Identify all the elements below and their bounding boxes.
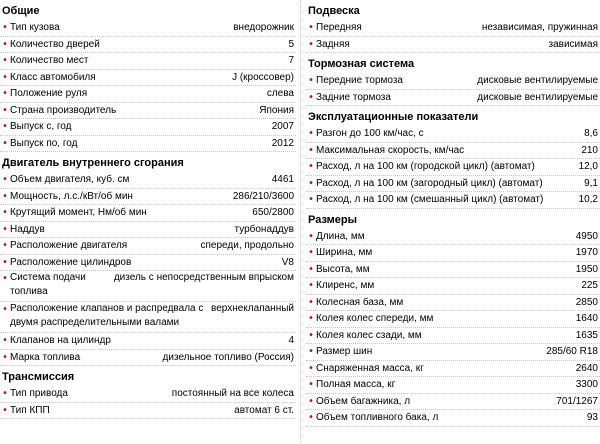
bullet-icon: • [309, 38, 313, 50]
spec-label: Положение руля [10, 88, 88, 99]
spec-row [0, 119, 296, 136]
spec-value: 225 [581, 280, 598, 291]
spec-row [306, 377, 600, 394]
spec-row [0, 403, 296, 420]
spec-label: Расположение цилиндров [10, 256, 132, 268]
spec-row [0, 302, 296, 333]
spec-value: дизель с непосредственным впрыском [113, 272, 294, 283]
spec-value: 285/60 R18 [546, 346, 598, 357]
spec-value: 5 [288, 38, 294, 50]
spec-row [0, 20, 296, 37]
spec-label: Задняя [316, 38, 350, 50]
spec-value: автомат 6 ст. [234, 404, 294, 416]
spec-value: слева [266, 88, 294, 99]
spec-label: Количество дверей [10, 38, 100, 50]
bullet-icon: • [309, 144, 313, 156]
spec-label: Тип кузова [10, 22, 60, 33]
bullet-icon: • [3, 256, 7, 268]
bullet-icon: • [3, 335, 7, 346]
bullet-icon: • [309, 177, 313, 189]
spec-row [306, 192, 600, 209]
spec-value: 8,6 [584, 128, 598, 139]
spec-row [306, 361, 600, 378]
spec-row [306, 176, 600, 193]
spec-value: 4 [288, 335, 294, 346]
spec-label: Крутящий момент, Нм/об мин [10, 207, 147, 218]
section-title: Общие [2, 5, 40, 17]
spec-value: 93 [586, 412, 598, 423]
bullet-icon: • [3, 351, 7, 363]
spec-label: Разгон до 100 км/час, с [316, 128, 424, 139]
spec-row [0, 53, 296, 70]
spec-value: зависимая [548, 38, 598, 50]
bullet-icon: • [309, 296, 313, 308]
spec-row [306, 20, 600, 37]
spec-label: Колея колес сзади, мм [316, 329, 422, 341]
spec-label: Наддув [10, 223, 45, 235]
spec-row [306, 126, 600, 143]
spec-row [0, 70, 296, 87]
spec-row [0, 255, 296, 272]
spec-value: 1635 [575, 329, 598, 341]
spec-value: 286/210/3600 [232, 190, 294, 202]
spec-label: Марка топлива [10, 351, 81, 363]
right-column [306, 0, 600, 427]
spec-label: Передняя [316, 22, 362, 33]
spec-row [0, 222, 296, 239]
spec-row [306, 328, 600, 345]
spec-row [0, 238, 296, 255]
bullet-icon: • [309, 329, 313, 341]
spec-value: дисковые вентилируемые [477, 91, 598, 103]
bullet-icon: • [3, 304, 7, 315]
spec-value: 12,0 [578, 161, 598, 172]
bullet-icon: • [309, 379, 313, 390]
spec-value: 650/2800 [252, 207, 294, 218]
bullet-icon: • [3, 404, 7, 416]
spec-value: турбонаддув [234, 223, 294, 235]
spec-row [306, 159, 600, 176]
bullet-icon: • [3, 88, 7, 99]
spec-value: дисковые вентилируемые [477, 75, 598, 86]
spec-label: Длина, мм [316, 230, 365, 242]
spec-row [306, 344, 600, 361]
spec-label: Выпуск по, год [10, 137, 78, 149]
bullet-icon: • [3, 38, 7, 50]
spec-row [306, 73, 600, 90]
spec-label: Расход, л на 100 км (городской цикл) (автомат) [316, 161, 535, 172]
spec-row [306, 262, 600, 279]
spec-row [0, 271, 296, 302]
spec-value: 2850 [575, 296, 598, 308]
spec-label: Передние тормоза [316, 75, 403, 86]
spec-value: постоянный на все колеса [171, 388, 294, 399]
spec-value: 4950 [575, 230, 598, 242]
spec-row [0, 189, 296, 206]
spec-label: Расход, л на 100 км (загородный цикл) (автомат) [316, 177, 543, 189]
spec-label: Колесная база, мм [316, 296, 404, 308]
section-title: Эксплуатационные показатели [308, 111, 479, 123]
bullet-icon: • [3, 174, 7, 185]
spec-label: Снаряженная масса, кг [316, 362, 424, 374]
spec-row [306, 295, 600, 312]
bullet-icon: • [309, 362, 313, 374]
spec-value: 701/1267 [556, 395, 598, 407]
bullet-icon: • [309, 75, 313, 86]
bullet-icon: • [309, 230, 313, 242]
bullet-icon: • [309, 22, 313, 33]
spec-row [0, 205, 296, 222]
spec-value: 10,2 [578, 194, 598, 205]
spec-value: независимая, пружинная [481, 22, 598, 33]
spec-label: Объем багажника, л [316, 395, 411, 407]
left-column [0, 0, 296, 419]
bullet-icon: • [3, 104, 7, 116]
spec-value: спереди, продольно [200, 240, 294, 251]
bullet-icon: • [309, 194, 313, 205]
bullet-icon: • [3, 207, 7, 218]
spec-row [306, 245, 600, 262]
spec-value: верхнеклапанный [211, 303, 294, 314]
spec-value: 2012 [271, 137, 294, 149]
section-title: Размеры [308, 213, 358, 226]
section-title: Двигатель внутреннего сгорания [2, 157, 184, 169]
section-title: Подвеска [308, 5, 360, 17]
spec-row [306, 278, 600, 295]
bullet-icon: • [309, 395, 313, 407]
spec-label: Объем двигателя, куб. см [10, 174, 130, 185]
spec-label: Задние тормоза [316, 91, 391, 103]
spec-row [0, 350, 296, 367]
spec-value: 9,1 [584, 177, 598, 189]
bullet-icon: • [3, 240, 7, 251]
spec-label: Объем топливного бака, л [316, 412, 439, 423]
bullet-icon: • [309, 161, 313, 172]
bullet-icon: • [3, 71, 7, 83]
spec-label: Максимальная скорость, км/час [316, 144, 465, 156]
spec-value: Япония [259, 104, 294, 116]
spec-value: 3300 [575, 379, 598, 390]
spec-value: V8 [281, 256, 294, 268]
spec-value: 1970 [575, 247, 598, 258]
bullet-icon: • [3, 22, 7, 33]
bullet-icon: • [309, 313, 313, 324]
spec-row [306, 229, 600, 246]
spec-row [306, 410, 600, 427]
spec-label: Мощность, л.с./кВт/об мин [10, 190, 133, 202]
spec-label: Клапанов на цилиндр [10, 335, 111, 346]
spec-row [0, 86, 296, 103]
spec-row [0, 37, 296, 54]
bullet-icon: • [309, 91, 313, 103]
spec-row [0, 386, 296, 403]
column-divider [300, 0, 301, 444]
spec-row [306, 37, 600, 54]
bullet-icon: • [309, 128, 313, 139]
spec-value: 1640 [575, 313, 598, 324]
spec-label: Тип привода [10, 388, 68, 399]
spec-label: Клиренс, мм [316, 280, 375, 291]
spec-label: Высота, мм [316, 263, 370, 275]
spec-label: Расположение клапанов и распредвала с двумя распределительными валами [10, 303, 204, 328]
spec-row [306, 311, 600, 328]
section-title: Тормозная система [308, 58, 415, 70]
bullet-icon: • [309, 263, 313, 275]
spec-label: Расход, л на 100 км (смешанный цикл) (автомат) [316, 194, 544, 205]
bullet-icon: • [3, 190, 7, 202]
spec-value: дизельное топливо (Россия) [162, 351, 294, 363]
spec-label: Выпуск с, год [10, 121, 72, 132]
spec-label: Размер шин [316, 346, 373, 357]
section-title: Трансмиссия [2, 371, 75, 383]
spec-row [0, 333, 296, 350]
spec-value: 7 [288, 55, 294, 66]
spec-label: Тип КПП [10, 404, 50, 416]
spec-row [0, 172, 296, 189]
spec-value: 1950 [575, 263, 598, 275]
spec-label: Колея колес спереди, мм [316, 313, 434, 324]
spec-row [306, 394, 600, 411]
spec-value: 4461 [271, 174, 294, 185]
spec-row [306, 143, 600, 160]
spec-row [306, 90, 600, 107]
spec-label: Полная масса, кг [316, 379, 396, 390]
spec-value: 2640 [575, 362, 598, 374]
spec-value: внедорожник [233, 22, 294, 33]
spec-label: Расположение двигателя [10, 240, 128, 251]
spec-row [0, 136, 296, 153]
bullet-icon: • [309, 412, 313, 423]
bullet-icon: • [3, 223, 7, 235]
spec-label: Страна производитель [10, 104, 117, 116]
bullet-icon: • [3, 388, 7, 399]
bullet-icon: • [3, 137, 7, 149]
bullet-icon: • [3, 121, 7, 132]
spec-value: 210 [581, 144, 598, 156]
spec-row [0, 103, 296, 120]
spec-value: 2007 [271, 121, 294, 132]
bullet-icon: • [309, 280, 313, 291]
spec-value: J (кроссовер) [232, 71, 294, 83]
bullet-icon: • [309, 346, 313, 357]
bullet-icon: • [3, 273, 7, 284]
bullet-icon: • [309, 247, 313, 258]
spec-label: Ширина, мм [316, 247, 373, 258]
spec-label: Класс автомобиля [10, 71, 96, 83]
spec-label: Количество мест [10, 55, 89, 66]
spec-label: Система подачи топлива [10, 272, 86, 297]
bullet-icon: • [3, 55, 7, 66]
